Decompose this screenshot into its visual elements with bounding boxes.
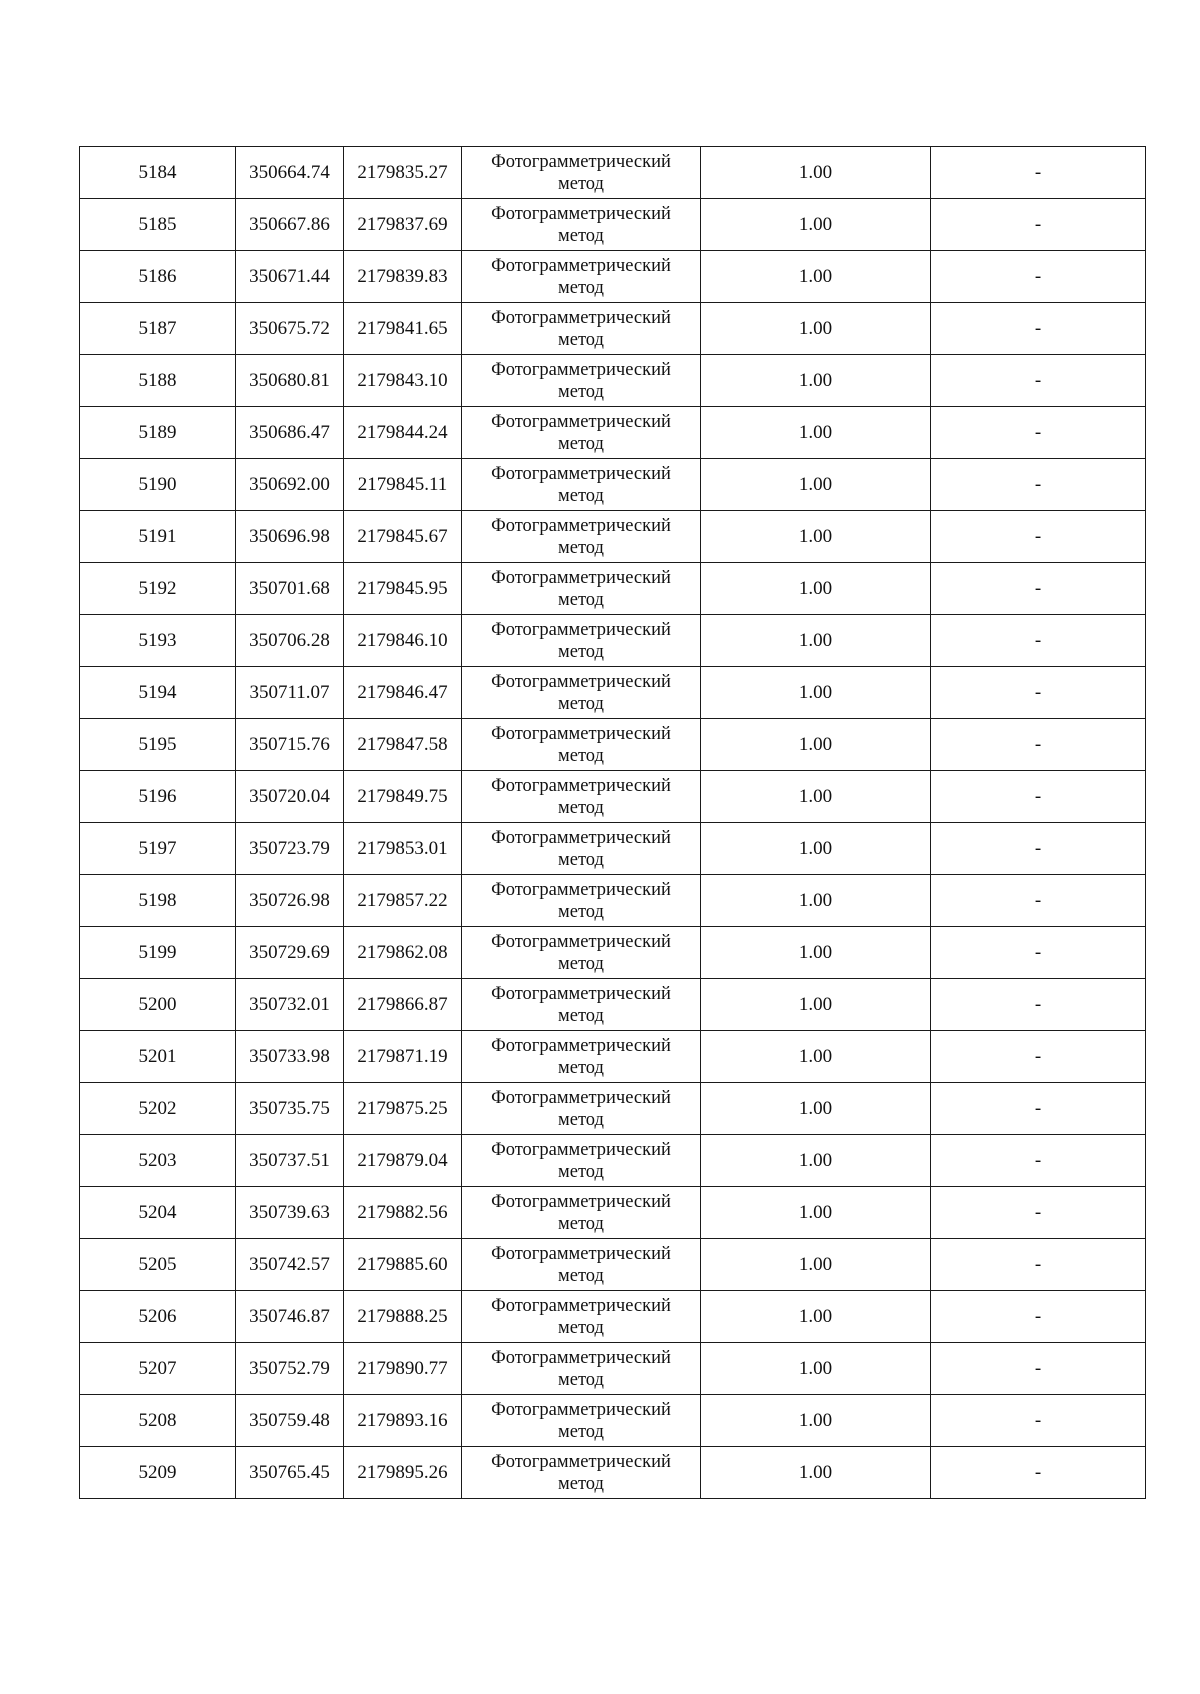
method-line-2: метод <box>558 537 604 558</box>
method-line-1: Фотограмметрический <box>491 515 671 536</box>
y-coordinate-cell: 2179845.67 <box>344 511 462 563</box>
method-cell <box>462 199 701 251</box>
accuracy-cell: 1.00 <box>701 667 931 719</box>
note-cell: - <box>931 1395 1146 1447</box>
point-number-cell: 5187 <box>80 303 236 355</box>
table-row <box>80 979 1146 1031</box>
accuracy-cell: 1.00 <box>701 147 931 199</box>
method-line-1: Фотограмметрический <box>491 1295 671 1316</box>
table-row <box>80 615 1146 667</box>
table-row <box>80 771 1146 823</box>
method-line-1: Фотограмметрический <box>491 1035 671 1056</box>
y-coordinate-cell: 2179871.19 <box>344 1031 462 1083</box>
note-cell: - <box>931 823 1146 875</box>
accuracy-cell: 1.00 <box>701 823 931 875</box>
point-number-cell: 5188 <box>80 355 236 407</box>
accuracy-cell: 1.00 <box>701 615 931 667</box>
table-row <box>80 1187 1146 1239</box>
method-cell <box>462 667 701 719</box>
coordinates-table <box>79 146 1146 1499</box>
accuracy-cell: 1.00 <box>701 719 931 771</box>
point-number-cell: 5184 <box>80 147 236 199</box>
table-row <box>80 875 1146 927</box>
note-cell: - <box>931 563 1146 615</box>
method-line-2: метод <box>558 745 604 766</box>
x-coordinate-cell: 350723.79 <box>236 823 344 875</box>
x-coordinate-cell: 350701.68 <box>236 563 344 615</box>
x-coordinate-cell: 350759.48 <box>236 1395 344 1447</box>
y-coordinate-cell: 2179857.22 <box>344 875 462 927</box>
method-line-2: метод <box>558 173 604 194</box>
y-coordinate-cell: 2179844.24 <box>344 407 462 459</box>
method-line-1: Фотограмметрический <box>491 619 671 640</box>
method-cell <box>462 147 701 199</box>
y-coordinate-cell: 2179843.10 <box>344 355 462 407</box>
x-coordinate-cell: 350667.86 <box>236 199 344 251</box>
note-cell: - <box>931 1291 1146 1343</box>
method-cell <box>462 1291 701 1343</box>
point-number-cell: 5197 <box>80 823 236 875</box>
method-line-2: метод <box>558 1473 604 1494</box>
method-line-1: Фотограмметрический <box>491 879 671 900</box>
method-cell <box>462 355 701 407</box>
method-line-2: метод <box>558 329 604 350</box>
y-coordinate-cell: 2179879.04 <box>344 1135 462 1187</box>
y-coordinate-cell: 2179845.11 <box>344 459 462 511</box>
point-number-cell: 5200 <box>80 979 236 1031</box>
point-number-cell: 5194 <box>80 667 236 719</box>
table-row <box>80 1031 1146 1083</box>
accuracy-cell: 1.00 <box>701 1187 931 1239</box>
y-coordinate-cell: 2179839.83 <box>344 251 462 303</box>
method-line-2: метод <box>558 1005 604 1026</box>
method-line-1: Фотограмметрический <box>491 983 671 1004</box>
note-cell: - <box>931 615 1146 667</box>
x-coordinate-cell: 350735.75 <box>236 1083 344 1135</box>
accuracy-cell: 1.00 <box>701 927 931 979</box>
method-line-2: метод <box>558 433 604 454</box>
method-line-2: метод <box>558 1369 604 1390</box>
x-coordinate-cell: 350671.44 <box>236 251 344 303</box>
method-line-1: Фотограмметрический <box>491 359 671 380</box>
note-cell: - <box>931 1343 1146 1395</box>
accuracy-cell: 1.00 <box>701 459 931 511</box>
method-line-1: Фотограмметрический <box>491 307 671 328</box>
point-number-cell: 5205 <box>80 1239 236 1291</box>
method-line-1: Фотограмметрический <box>491 775 671 796</box>
table-row <box>80 719 1146 771</box>
note-cell: - <box>931 1447 1146 1499</box>
point-number-cell: 5202 <box>80 1083 236 1135</box>
note-cell: - <box>931 147 1146 199</box>
x-coordinate-cell: 350732.01 <box>236 979 344 1031</box>
method-line-2: метод <box>558 1109 604 1130</box>
table-row <box>80 1083 1146 1135</box>
point-number-cell: 5207 <box>80 1343 236 1395</box>
method-line-2: метод <box>558 1421 604 1442</box>
method-cell <box>462 407 701 459</box>
table-row <box>80 355 1146 407</box>
y-coordinate-cell: 2179846.10 <box>344 615 462 667</box>
point-number-cell: 5189 <box>80 407 236 459</box>
y-coordinate-cell: 2179893.16 <box>344 1395 462 1447</box>
method-line-1: Фотограмметрический <box>491 1243 671 1264</box>
note-cell: - <box>931 1031 1146 1083</box>
x-coordinate-cell: 350737.51 <box>236 1135 344 1187</box>
method-cell <box>462 823 701 875</box>
table-row <box>80 667 1146 719</box>
x-coordinate-cell: 350715.76 <box>236 719 344 771</box>
coordinates-table-body <box>80 147 1146 1499</box>
note-cell: - <box>931 1187 1146 1239</box>
accuracy-cell: 1.00 <box>701 355 931 407</box>
y-coordinate-cell: 2179875.25 <box>344 1083 462 1135</box>
table-row <box>80 1447 1146 1499</box>
method-cell <box>462 1031 701 1083</box>
accuracy-cell: 1.00 <box>701 563 931 615</box>
method-line-2: метод <box>558 589 604 610</box>
table-row <box>80 1291 1146 1343</box>
point-number-cell: 5195 <box>80 719 236 771</box>
table-row <box>80 511 1146 563</box>
accuracy-cell: 1.00 <box>701 1447 931 1499</box>
x-coordinate-cell: 350692.00 <box>236 459 344 511</box>
method-line-2: метод <box>558 277 604 298</box>
x-coordinate-cell: 350711.07 <box>236 667 344 719</box>
method-cell <box>462 771 701 823</box>
point-number-cell: 5204 <box>80 1187 236 1239</box>
method-cell <box>462 251 701 303</box>
method-line-2: метод <box>558 225 604 246</box>
y-coordinate-cell: 2179849.75 <box>344 771 462 823</box>
method-cell <box>462 875 701 927</box>
method-line-2: метод <box>558 381 604 402</box>
accuracy-cell: 1.00 <box>701 875 931 927</box>
method-line-1: Фотограмметрический <box>491 1451 671 1472</box>
method-cell <box>462 459 701 511</box>
x-coordinate-cell: 350752.79 <box>236 1343 344 1395</box>
table-row <box>80 407 1146 459</box>
point-number-cell: 5196 <box>80 771 236 823</box>
method-cell <box>462 303 701 355</box>
point-number-cell: 5199 <box>80 927 236 979</box>
y-coordinate-cell: 2179845.95 <box>344 563 462 615</box>
y-coordinate-cell: 2179841.65 <box>344 303 462 355</box>
method-line-1: Фотограмметрический <box>491 827 671 848</box>
point-number-cell: 5198 <box>80 875 236 927</box>
note-cell: - <box>931 719 1146 771</box>
method-cell <box>462 1447 701 1499</box>
method-line-1: Фотограмметрический <box>491 931 671 952</box>
x-coordinate-cell: 350733.98 <box>236 1031 344 1083</box>
x-coordinate-cell: 350686.47 <box>236 407 344 459</box>
point-number-cell: 5190 <box>80 459 236 511</box>
accuracy-cell: 1.00 <box>701 1031 931 1083</box>
method-line-1: Фотограмметрический <box>491 567 671 588</box>
x-coordinate-cell: 350729.69 <box>236 927 344 979</box>
method-line-2: метод <box>558 1057 604 1078</box>
accuracy-cell: 1.00 <box>701 1395 931 1447</box>
accuracy-cell: 1.00 <box>701 199 931 251</box>
point-number-cell: 5208 <box>80 1395 236 1447</box>
accuracy-cell: 1.00 <box>701 979 931 1031</box>
method-cell <box>462 979 701 1031</box>
method-cell <box>462 719 701 771</box>
note-cell: - <box>931 1239 1146 1291</box>
y-coordinate-cell: 2179862.08 <box>344 927 462 979</box>
table-row <box>80 147 1146 199</box>
note-cell: - <box>931 771 1146 823</box>
y-coordinate-cell: 2179888.25 <box>344 1291 462 1343</box>
method-line-2: метод <box>558 1161 604 1182</box>
y-coordinate-cell: 2179890.77 <box>344 1343 462 1395</box>
note-cell: - <box>931 667 1146 719</box>
x-coordinate-cell: 350675.72 <box>236 303 344 355</box>
point-number-cell: 5193 <box>80 615 236 667</box>
method-line-1: Фотограмметрический <box>491 1347 671 1368</box>
x-coordinate-cell: 350696.98 <box>236 511 344 563</box>
y-coordinate-cell: 2179847.58 <box>344 719 462 771</box>
note-cell: - <box>931 407 1146 459</box>
method-line-1: Фотограмметрический <box>491 723 671 744</box>
x-coordinate-cell: 350664.74 <box>236 147 344 199</box>
method-line-2: метод <box>558 1317 604 1338</box>
method-line-2: метод <box>558 797 604 818</box>
accuracy-cell: 1.00 <box>701 1343 931 1395</box>
note-cell: - <box>931 1135 1146 1187</box>
accuracy-cell: 1.00 <box>701 771 931 823</box>
method-line-1: Фотограмметрический <box>491 151 671 172</box>
method-cell <box>462 1187 701 1239</box>
x-coordinate-cell: 350765.45 <box>236 1447 344 1499</box>
table-row <box>80 303 1146 355</box>
y-coordinate-cell: 2179853.01 <box>344 823 462 875</box>
method-cell <box>462 1083 701 1135</box>
method-cell <box>462 927 701 979</box>
accuracy-cell: 1.00 <box>701 511 931 563</box>
method-line-2: метод <box>558 1213 604 1234</box>
method-line-2: метод <box>558 1265 604 1286</box>
method-line-1: Фотограмметрический <box>491 203 671 224</box>
note-cell: - <box>931 511 1146 563</box>
table-row <box>80 1239 1146 1291</box>
method-cell <box>462 1135 701 1187</box>
point-number-cell: 5203 <box>80 1135 236 1187</box>
note-cell: - <box>931 251 1146 303</box>
note-cell: - <box>931 927 1146 979</box>
x-coordinate-cell: 350720.04 <box>236 771 344 823</box>
table-row <box>80 823 1146 875</box>
x-coordinate-cell: 350680.81 <box>236 355 344 407</box>
accuracy-cell: 1.00 <box>701 1291 931 1343</box>
method-line-1: Фотограмметрический <box>491 671 671 692</box>
y-coordinate-cell: 2179895.26 <box>344 1447 462 1499</box>
y-coordinate-cell: 2179835.27 <box>344 147 462 199</box>
accuracy-cell: 1.00 <box>701 407 931 459</box>
method-cell <box>462 615 701 667</box>
point-number-cell: 5186 <box>80 251 236 303</box>
y-coordinate-cell: 2179885.60 <box>344 1239 462 1291</box>
note-cell: - <box>931 875 1146 927</box>
accuracy-cell: 1.00 <box>701 1135 931 1187</box>
method-line-1: Фотограмметрический <box>491 411 671 432</box>
accuracy-cell: 1.00 <box>701 1083 931 1135</box>
x-coordinate-cell: 350746.87 <box>236 1291 344 1343</box>
method-cell <box>462 1239 701 1291</box>
method-cell <box>462 1395 701 1447</box>
note-cell: - <box>931 303 1146 355</box>
method-line-2: метод <box>558 849 604 870</box>
x-coordinate-cell: 350742.57 <box>236 1239 344 1291</box>
x-coordinate-cell: 350706.28 <box>236 615 344 667</box>
method-line-2: метод <box>558 485 604 506</box>
table-row <box>80 1135 1146 1187</box>
point-number-cell: 5191 <box>80 511 236 563</box>
note-cell: - <box>931 979 1146 1031</box>
point-number-cell: 5206 <box>80 1291 236 1343</box>
point-number-cell: 5192 <box>80 563 236 615</box>
accuracy-cell: 1.00 <box>701 303 931 355</box>
accuracy-cell: 1.00 <box>701 1239 931 1291</box>
method-line-1: Фотограмметрический <box>491 255 671 276</box>
point-number-cell: 5185 <box>80 199 236 251</box>
table-row <box>80 927 1146 979</box>
method-line-1: Фотограмметрический <box>491 1087 671 1108</box>
method-line-2: метод <box>558 901 604 922</box>
table-row <box>80 199 1146 251</box>
method-line-2: метод <box>558 641 604 662</box>
y-coordinate-cell: 2179882.56 <box>344 1187 462 1239</box>
method-line-1: Фотограмметрический <box>491 463 671 484</box>
note-cell: - <box>931 355 1146 407</box>
table-row <box>80 1395 1146 1447</box>
table-row <box>80 251 1146 303</box>
method-line-1: Фотограмметрический <box>491 1139 671 1160</box>
x-coordinate-cell: 350739.63 <box>236 1187 344 1239</box>
table-row <box>80 1343 1146 1395</box>
x-coordinate-cell: 350726.98 <box>236 875 344 927</box>
y-coordinate-cell: 2179846.47 <box>344 667 462 719</box>
method-line-2: метод <box>558 693 604 714</box>
method-cell <box>462 511 701 563</box>
y-coordinate-cell: 2179837.69 <box>344 199 462 251</box>
table-row <box>80 459 1146 511</box>
note-cell: - <box>931 1083 1146 1135</box>
method-line-2: метод <box>558 953 604 974</box>
note-cell: - <box>931 199 1146 251</box>
table-row <box>80 563 1146 615</box>
point-number-cell: 5209 <box>80 1447 236 1499</box>
method-cell <box>462 563 701 615</box>
method-line-1: Фотограмметрический <box>491 1399 671 1420</box>
y-coordinate-cell: 2179866.87 <box>344 979 462 1031</box>
point-number-cell: 5201 <box>80 1031 236 1083</box>
note-cell: - <box>931 459 1146 511</box>
method-cell <box>462 1343 701 1395</box>
method-line-1: Фотограмметрический <box>491 1191 671 1212</box>
accuracy-cell: 1.00 <box>701 251 931 303</box>
